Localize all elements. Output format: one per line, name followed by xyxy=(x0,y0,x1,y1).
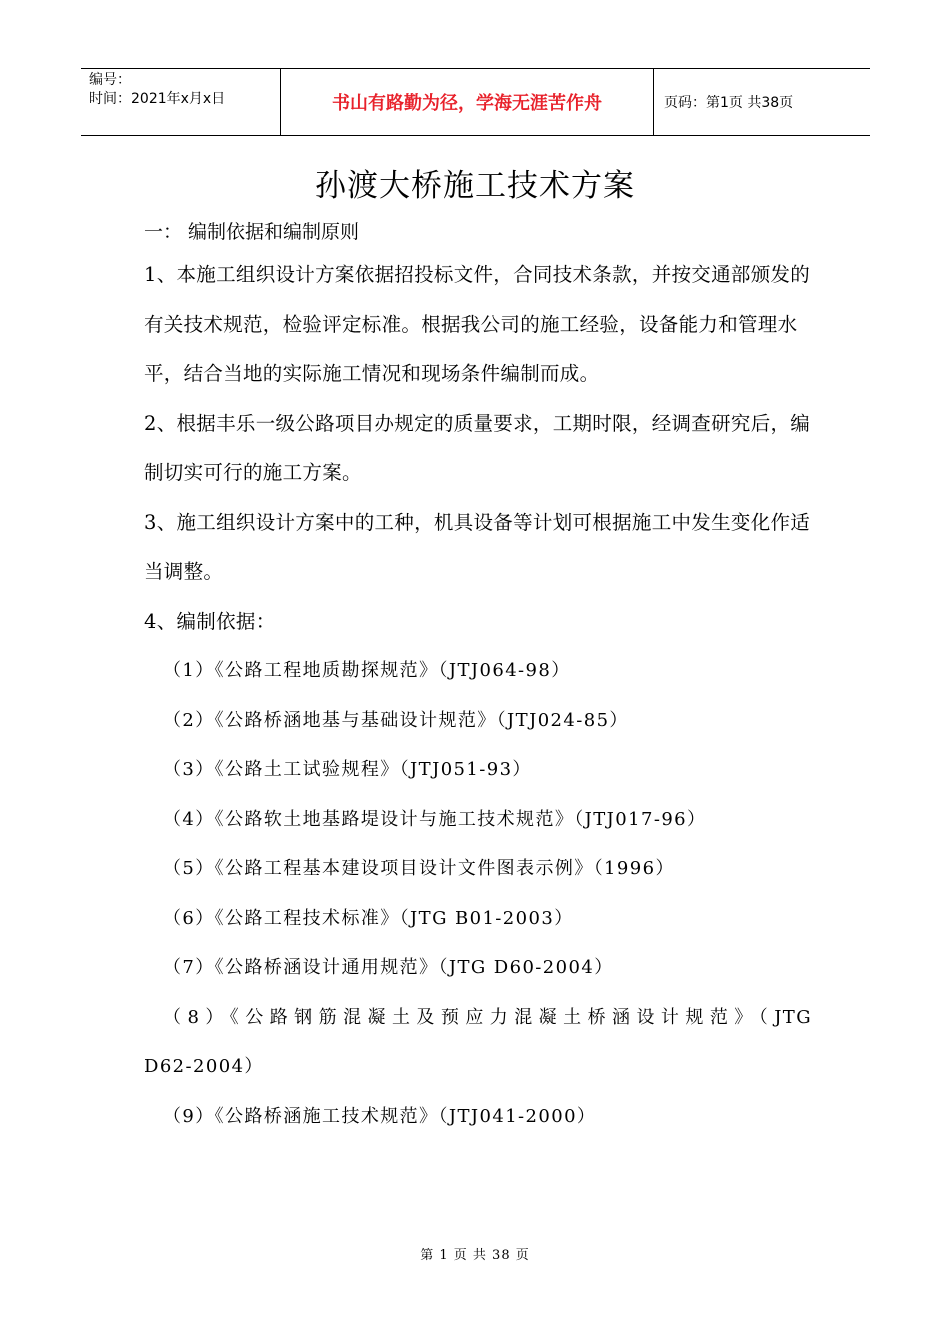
reference-item: （3）《公路土工试验规程》（JTJ051-93） xyxy=(163,759,532,780)
header-motto: 书山有路勤为径，学海无涯苦作舟 xyxy=(332,93,602,114)
reference-item-8-line1: （8）《公路钢筋混凝土及预应力混凝土桥涵设计规范》（JTG xyxy=(163,1006,812,1028)
reference-list xyxy=(144,646,812,1141)
section-heading: 一： 编制依据和编制原则 xyxy=(144,221,360,243)
reference-item: （7）《公路桥涵设计通用规范》（JTG D60-2004） xyxy=(163,957,614,978)
header-page-info: 页码：第1页 共38页 xyxy=(664,95,794,111)
reference-item-8-line2: D62-2004） xyxy=(144,1056,264,1077)
paragraph-4: 4、编制依据： xyxy=(144,609,276,633)
page-header xyxy=(81,68,870,136)
date-label: 时间：2021年x月x日 xyxy=(89,91,226,107)
header-page-cell xyxy=(654,69,870,135)
reference-item: （5）《公路工程基本建设项目设计文件图表示例》（1996） xyxy=(163,858,675,879)
paragraph-2: 2、根据丰乐一级公路项目办规定的质量要求，工期时限，经调查研究后，编制切实可行的施工方案。 xyxy=(144,411,811,484)
paragraph-3: 3、施工组织设计方案中的工种，机具设备等计划可根据施工中发生变化作适当调整。 xyxy=(144,510,811,583)
reference-item: （9）《公路桥涵施工技术规范》（JTJ041-2000） xyxy=(163,1105,597,1127)
reference-item: （2）《公路桥涵地基与基础设计规范》（JTJ024-85） xyxy=(163,709,629,731)
header-motto-cell xyxy=(281,69,654,135)
reference-item: （1）《公路工程地质勘探规范》（JTJ064-98） xyxy=(163,660,571,681)
document-body xyxy=(144,214,812,1141)
serial-number-label: 编号： xyxy=(89,72,131,88)
header-meta-cell xyxy=(81,69,281,135)
reference-item: （6）《公路工程技术标准》（JTG B01-2003） xyxy=(163,907,574,929)
page-footer: 第 1 页 共 38 页 xyxy=(420,1248,530,1263)
paragraph-1: 1、本施工组织设计方案依据招投标文件，合同技术条款，并按交通部颁发的有关技术规范，检验评定标准。根据我公司的施工经验，设备能力和管理水平，结合当地的实际施工情况和现场条件编制而成。 xyxy=(144,263,811,385)
document-title: 孙渡大桥施工技术方案 xyxy=(315,168,635,204)
reference-item: （4）《公路软土地基路堤设计与施工技术规范》（JTJ017-96） xyxy=(163,808,707,830)
